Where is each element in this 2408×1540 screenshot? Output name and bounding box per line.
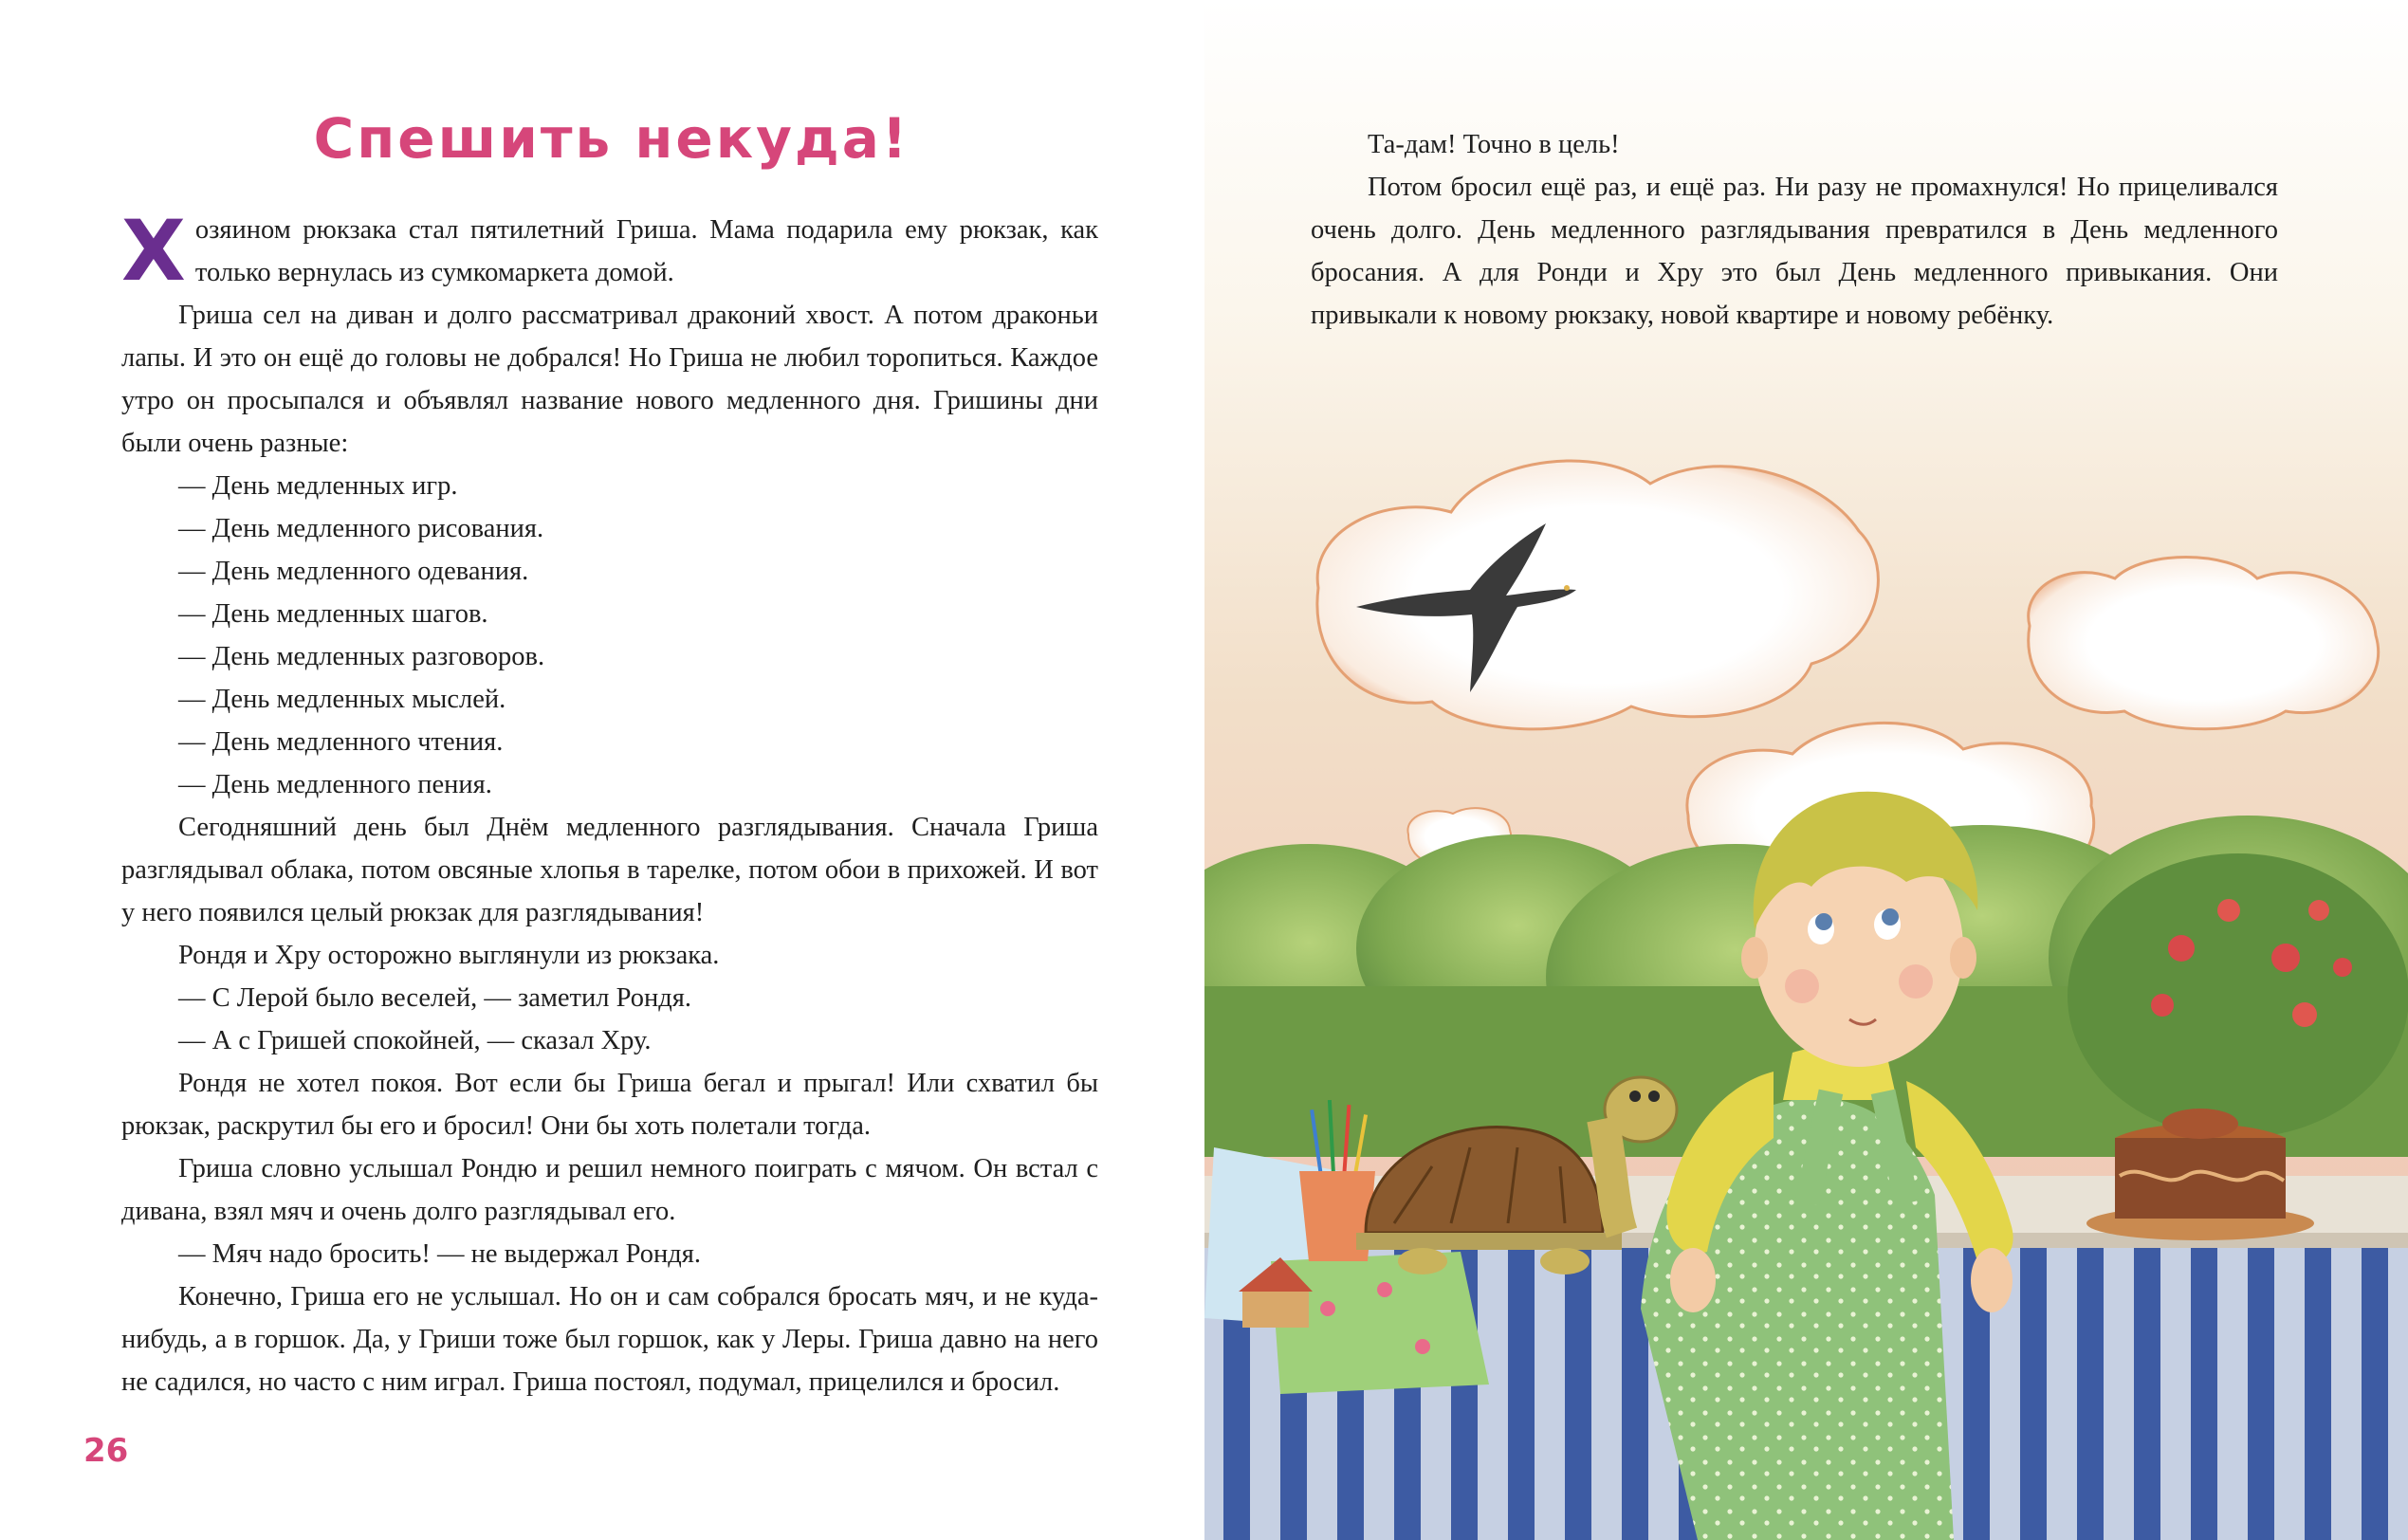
drop-cap: Х (121, 202, 186, 300)
paragraph: Конечно, Гриша его не услышал. Но он и сам собрался бросать мяч, и не куда-нибудь, а в горшок. Да, у Гриши тоже был горшок, как у Леры. Гриша давно на него не садился, но часто с ним играл. Гриша постоял, подумал, прицелился и бросил. (121, 1282, 1098, 1397)
paragraph: Сегодняшний день был Днём медленного разглядывания. Сначала Гриша разглядывал облака, потом овсяные хлопья в тарелке, потом обои в прихожей. И вот у него появился целый рюкзак для разглядывания! (121, 813, 1098, 927)
paragraph: Гриша сел на диван и долго рассматривал драконий хвост. А потом драконьи лапы. И это он ещё до головы не добрался! Но Гриша не любил торопиться. Каждое утро он просыпался и объявлял название нового медленного дня. Гришины дни были очень разные: (121, 301, 1098, 458)
chapter-title: Спешить некуда! (313, 106, 910, 171)
flower-bush (2068, 853, 2408, 1138)
paragraph: — День медленного одевания. (178, 557, 529, 586)
paragraph: — День медленных разговоров. (178, 642, 545, 671)
page-number: 26 (83, 1432, 129, 1470)
paragraph: Рондя и Хру осторожно выглянули из рюкзака. (178, 941, 720, 970)
paragraph: — День медленного рисования. (178, 514, 544, 543)
paragraph: — День медленного пения. (178, 770, 492, 799)
first-paragraph (121, 202, 1098, 300)
paragraph: Гриша словно услышал Рондю и решил немного поиграть с мячом. Он встал с дивана, взял мяч и очень долго разглядывал его. (121, 1154, 1098, 1226)
paragraph: — День медленных мыслей. (178, 685, 506, 714)
paragraph: — День медленного чтения. (178, 727, 504, 757)
paragraph: — День медленных игр. (178, 471, 458, 501)
paragraph: Рондя не хотел покоя. Вот если бы Гриша бегал и прыгал! Или схватил бы рюкзак, раскрутил бы его и бросил! Они бы хоть полетали тогда. (121, 1069, 1098, 1141)
paragraph: Та-дам! Точно в цель! (1368, 130, 1620, 159)
right-page-text (1311, 123, 2278, 337)
first-paragraph-text: озяином рюкзака стал пятилетний Гриша. Мама подарила ему рюкзак, как только вернулась из сумкомаркета домой. (194, 215, 1098, 287)
paragraph: — День медленных шагов. (178, 599, 488, 629)
right-page (1204, 0, 2408, 1540)
left-page-text (121, 202, 1098, 1403)
paragraph: — Мяч надо бросить! — не выдержал Рондя. (178, 1239, 701, 1269)
cloud-right (2029, 558, 2379, 729)
paragraph: — А с Гришей спокойней, — сказал Хру. (178, 1026, 652, 1055)
paragraph: — С Лерой было веселей, — заметил Рондя. (178, 983, 691, 1013)
paragraph: Потом бросил ещё раз, и ещё раз. Ни разу не промахнулся! Но прицеливался очень долго. День медленного разглядывания превратился в День медленного бросания. А для Ронди и Хру это был День медленного привыкания. Они привыкали к новому рюкзаку, новой квартире и новому ребёнку. (1311, 173, 2278, 330)
